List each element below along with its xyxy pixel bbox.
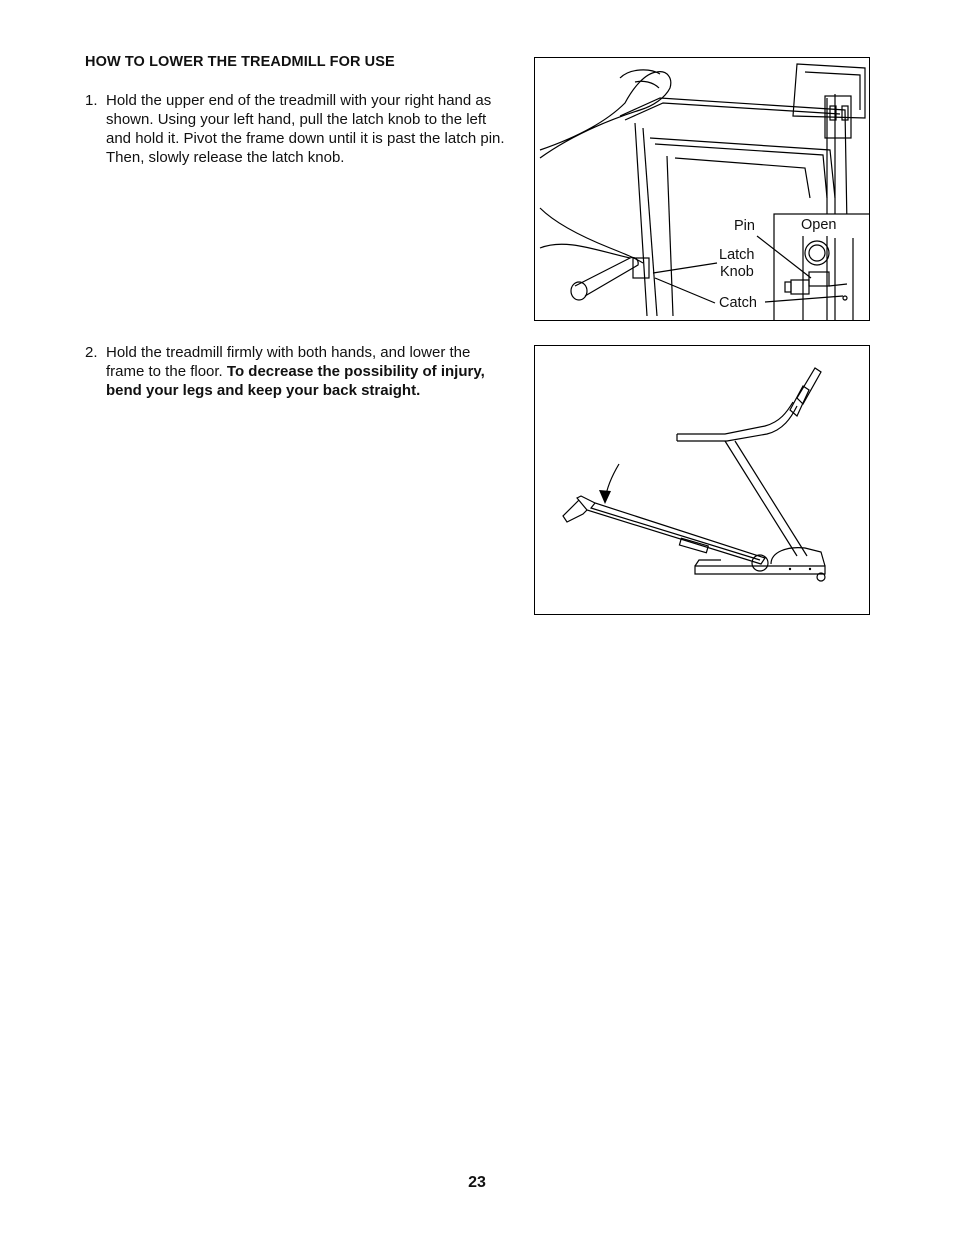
latch-knob-label-line2: Knob bbox=[720, 264, 754, 280]
lowering-illustration bbox=[534, 345, 870, 615]
instruction-step-1 bbox=[85, 91, 510, 167]
step-number: 1. bbox=[85, 92, 98, 109]
step-text-regular: Hold the treadmill firmly with both hands, and lower the frame to the floor. bbox=[106, 344, 471, 380]
instruction-step-2 bbox=[85, 343, 510, 400]
latch-illustration bbox=[534, 57, 870, 321]
open-label: Open bbox=[801, 217, 837, 233]
step-text-regular: Hold the upper end of the treadmill with your right hand as shown. Using your left hand, pull the latch knob to the left and hold it. Pivot the frame down until it is past the latch pin. Then, slowly release the latch knob. bbox=[106, 92, 505, 166]
step-number: 2. bbox=[85, 344, 98, 361]
section-heading: HOW TO LOWER THE TREADMILL FOR USE bbox=[85, 54, 395, 70]
latch-knob-label-line1: Latch bbox=[719, 247, 755, 263]
catch-label: Catch bbox=[719, 295, 757, 311]
treadmill-lowering-drawing bbox=[535, 346, 870, 615]
page-number: 23 bbox=[468, 1174, 486, 1191]
step-text bbox=[106, 91, 510, 167]
pin-label: Pin bbox=[734, 218, 755, 234]
step-text bbox=[106, 343, 510, 400]
safety-warning: To decrease the possibility of injury, bend your legs and keep your back straight. bbox=[106, 363, 485, 399]
treadmill-folded-drawing bbox=[535, 58, 870, 321]
